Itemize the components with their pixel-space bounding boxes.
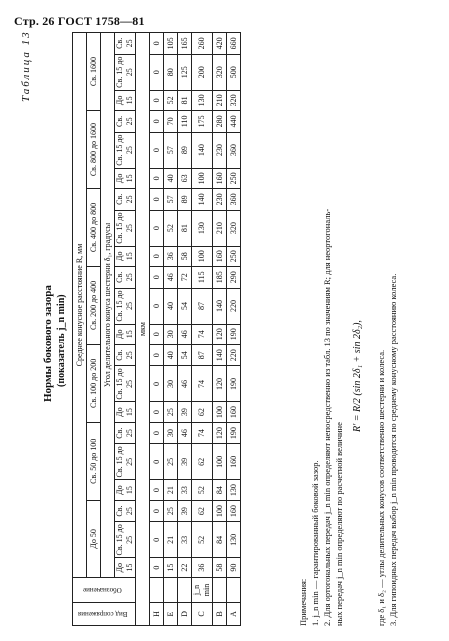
col-vid: Вид сопряжения	[73, 603, 136, 626]
table-cell: 160	[213, 168, 227, 188]
col-oboz: Обозначение	[73, 578, 136, 603]
table-cell: 74	[192, 324, 213, 344]
table-cell: 175	[192, 111, 213, 133]
table-cell: 320	[213, 54, 227, 90]
table-cell: 22	[178, 558, 192, 578]
table-cell: 0	[150, 366, 164, 402]
table-cell: 160	[227, 402, 241, 422]
table-cell: 63	[178, 168, 192, 188]
row-kind: C	[192, 603, 213, 626]
table-cell: 57	[164, 189, 178, 211]
table-body	[150, 33, 241, 626]
row-symbol	[227, 578, 241, 603]
table-cell: 52	[164, 210, 178, 246]
table-cell: 660	[227, 33, 241, 55]
table-cell: 62	[192, 444, 213, 480]
table-cell: 100	[192, 168, 213, 188]
table-cell: 165	[178, 33, 192, 55]
angle-subheader: До 15	[115, 246, 136, 266]
table-cell: 33	[178, 522, 192, 558]
table-cell: 130	[227, 522, 241, 558]
note-2: 2. Для ортогональных передач j_n min определяют непосредственно из табл. 13 по значениям R; для неортогональ-	[322, 208, 332, 626]
table-cell: 70	[164, 111, 178, 133]
angle-subheader: Св. 15 до 25	[115, 210, 136, 246]
table-cell: 290	[227, 266, 241, 288]
table-cell: 200	[192, 54, 213, 90]
table-cell: 210	[213, 210, 227, 246]
table-cell: 46	[178, 324, 192, 344]
table-cell: 130	[192, 90, 213, 110]
table-cell: 30	[164, 324, 178, 344]
row-symbol	[150, 578, 164, 603]
table-cell: 89	[178, 132, 192, 168]
table-cell: 260	[192, 33, 213, 55]
table-cell: 120	[213, 422, 227, 444]
table-cell: 74	[192, 422, 213, 444]
table-cell: 100	[213, 402, 227, 422]
table-cell: 360	[227, 189, 241, 211]
table-cell: 360	[227, 132, 241, 168]
row-symbol	[164, 578, 178, 603]
table-number: Таблица 13	[20, 30, 32, 102]
row-symbol	[213, 578, 227, 603]
note-3: 3. Для гипоидных передач выбор j_n min проводится по среднему конусному расстоянию колеса.	[388, 273, 398, 626]
table-cell: 130	[227, 480, 241, 500]
table-cell: 0	[150, 522, 164, 558]
table-cell: 420	[213, 33, 227, 55]
angle-subheader: До 15	[115, 480, 136, 500]
table-cell: 0	[150, 189, 164, 211]
table-cell: 0	[150, 168, 164, 188]
table-cell: 130	[192, 210, 213, 246]
range-4: Св. 400 до 800	[87, 189, 101, 267]
angle-subheader: Св. 15 до 25	[115, 288, 136, 324]
table-cell: 250	[227, 246, 241, 266]
table-cell: 46	[178, 422, 192, 444]
table-cell: 62	[192, 500, 213, 522]
table-cell: 120	[213, 366, 227, 402]
table-cell: 0	[150, 33, 164, 55]
table-cell: 89	[178, 189, 192, 211]
table-cell: 36	[192, 558, 213, 578]
row-kind: B	[213, 603, 227, 626]
table-cell: 500	[227, 54, 241, 90]
notes-title: Примечания:	[298, 578, 308, 626]
table-row	[213, 33, 227, 626]
angle-subheader: Св. 25	[115, 111, 136, 133]
row-symbol: j_n min	[192, 578, 213, 603]
range-0: До 50	[87, 500, 101, 577]
table-cell: 0	[150, 288, 164, 324]
table-cell: 190	[227, 366, 241, 402]
table-subtitle: (показатель j_n min)	[56, 294, 67, 387]
angle-subheader: Св. 15 до 25	[115, 366, 136, 402]
table-cell: 110	[178, 111, 192, 133]
range-6: Св. 1600	[87, 33, 101, 111]
table-cell: 0	[150, 444, 164, 480]
table-cell: 39	[178, 444, 192, 480]
table-row	[192, 33, 213, 626]
table-cell: 40	[164, 288, 178, 324]
table-cell: 54	[178, 344, 192, 366]
angle-subheader-row	[115, 33, 136, 626]
row-kind: D	[178, 603, 192, 626]
table-cell: 40	[164, 344, 178, 366]
table-row	[164, 33, 178, 626]
table-cell: 58	[213, 558, 227, 578]
table-cell: 160	[227, 500, 241, 522]
angle-subheader: Св. 25	[115, 344, 136, 366]
table-cell: 25	[164, 402, 178, 422]
table-cell: 320	[227, 210, 241, 246]
table-cell: 30	[164, 366, 178, 402]
table-cell: 140	[192, 189, 213, 211]
table-cell: 15	[164, 558, 178, 578]
angle-subheader: Св. 15 до 25	[115, 132, 136, 168]
angle-subheader: Св. 15 до 25	[115, 54, 136, 90]
table-cell: 0	[150, 500, 164, 522]
formula: R′ = R/2 (sin 2δ₁ + sin 2δ₂),	[352, 320, 363, 432]
table-cell: 74	[192, 366, 213, 402]
table-cell: 46	[178, 366, 192, 402]
table-cell: 80	[164, 54, 178, 90]
table-cell: 84	[213, 480, 227, 500]
table-cell: 0	[150, 90, 164, 110]
col-cone: Среднее конусное расстояние R, мм	[73, 33, 87, 578]
note-2b: ных передач j_n min определяют по расчетной величине	[334, 422, 344, 626]
table-cell: 0	[150, 210, 164, 246]
range-1: Св. 50 до 100	[87, 422, 101, 500]
table-cell: 0	[150, 54, 164, 90]
table-cell: 39	[178, 402, 192, 422]
table-cell: 21	[164, 480, 178, 500]
table-cell: 52	[192, 522, 213, 558]
table-cell: 81	[178, 210, 192, 246]
angle-subheader: Св. 25	[115, 422, 136, 444]
table-cell: 52	[164, 90, 178, 110]
range-5: Св. 800 до 1600	[87, 111, 101, 189]
table-cell: 115	[192, 266, 213, 288]
angle-subheader: До 15	[115, 402, 136, 422]
table-cell: 320	[227, 90, 241, 110]
row-kind: A	[227, 603, 241, 626]
table-cell: 25	[164, 444, 178, 480]
table-cell: 46	[164, 266, 178, 288]
table-cell: 0	[150, 266, 164, 288]
table-cell: 230	[213, 132, 227, 168]
table-cell: 0	[150, 558, 164, 578]
table-cell: 84	[213, 522, 227, 558]
table-cell: 220	[227, 344, 241, 366]
table-cell: 0	[150, 422, 164, 444]
table-cell: 230	[213, 189, 227, 211]
table-cell: 90	[227, 558, 241, 578]
table-cell: 185	[213, 266, 227, 288]
table-cell: 105	[164, 33, 178, 55]
angle-subheader: До 15	[115, 168, 136, 188]
table-cell: 160	[227, 444, 241, 480]
table-cell: 140	[213, 288, 227, 324]
table-cell: 210	[213, 90, 227, 110]
table-cell: 0	[150, 480, 164, 500]
table-cell: 440	[227, 111, 241, 133]
table-cell: 87	[192, 344, 213, 366]
table-cell: 250	[227, 168, 241, 188]
angle-subheader: Св. 15 до 25	[115, 444, 136, 480]
table-cell: 0	[150, 132, 164, 168]
norms-table	[72, 32, 241, 626]
row-kind: E	[164, 603, 178, 626]
table-cell: 0	[150, 402, 164, 422]
table-cell: 280	[213, 111, 227, 133]
note-1: 1. j_n min — гарантированный боковой зазор.	[310, 460, 320, 626]
table-cell: 39	[178, 500, 192, 522]
range-3: Св. 200 до 400	[87, 266, 101, 344]
table-cell: 160	[213, 246, 227, 266]
table-cell: 36	[164, 246, 178, 266]
table-cell: 140	[213, 344, 227, 366]
table-cell: 100	[213, 500, 227, 522]
angle-subheader: Св. 15 до 25	[115, 522, 136, 558]
table-cell: 87	[192, 288, 213, 324]
table-row	[227, 33, 241, 626]
table-cell: 81	[178, 90, 192, 110]
row-kind: H	[150, 603, 164, 626]
table-cell: 190	[227, 422, 241, 444]
angle-subheader: Св. 25	[115, 33, 136, 55]
table-cell: 220	[227, 288, 241, 324]
table-cell: 72	[178, 266, 192, 288]
table-cell: 120	[213, 324, 227, 344]
angle-subheader: До 15	[115, 558, 136, 578]
table-cell: 25	[164, 500, 178, 522]
table-cell: 21	[164, 522, 178, 558]
table-cell: 140	[192, 132, 213, 168]
table-cell: 0	[150, 324, 164, 344]
table-row	[178, 33, 192, 626]
table-cell: 100	[192, 246, 213, 266]
unit-label: мкм	[136, 33, 150, 626]
table-cell: 57	[164, 132, 178, 168]
page-header: Стр. 26 ГОСТ 1758—81	[14, 14, 145, 28]
table-cell: 54	[178, 288, 192, 324]
table-cell: 40	[164, 168, 178, 188]
table-row	[150, 33, 164, 626]
table-cell: 190	[227, 324, 241, 344]
table-cell: 58	[178, 246, 192, 266]
angle-subheader: Св. 25	[115, 500, 136, 522]
range-2: Св. 100 до 200	[87, 344, 101, 422]
col-angle: Угол делительного конуса шестерни δ₁, градусы	[101, 33, 115, 578]
angle-subheader: До 15	[115, 324, 136, 344]
row-symbol	[178, 578, 192, 603]
rotated-page	[6, 32, 446, 632]
angle-subheader: Св. 25	[115, 189, 136, 211]
table-cell: 125	[178, 54, 192, 90]
table-cell: 33	[178, 480, 192, 500]
table-cell: 30	[164, 422, 178, 444]
angle-subheader: Св. 25	[115, 266, 136, 288]
angle-subheader: До 15	[115, 90, 136, 110]
table-cell: 0	[150, 344, 164, 366]
note-3a: где δ₁ и δ₂ — углы делительных конусов соответственно шестерни и колеса.	[376, 349, 386, 626]
table-cell: 52	[192, 480, 213, 500]
table-title: Нормы бокового зазора	[42, 285, 54, 402]
table-cell: 0	[150, 111, 164, 133]
table-cell: 62	[192, 402, 213, 422]
table-cell: 0	[150, 246, 164, 266]
table-cell: 100	[213, 444, 227, 480]
